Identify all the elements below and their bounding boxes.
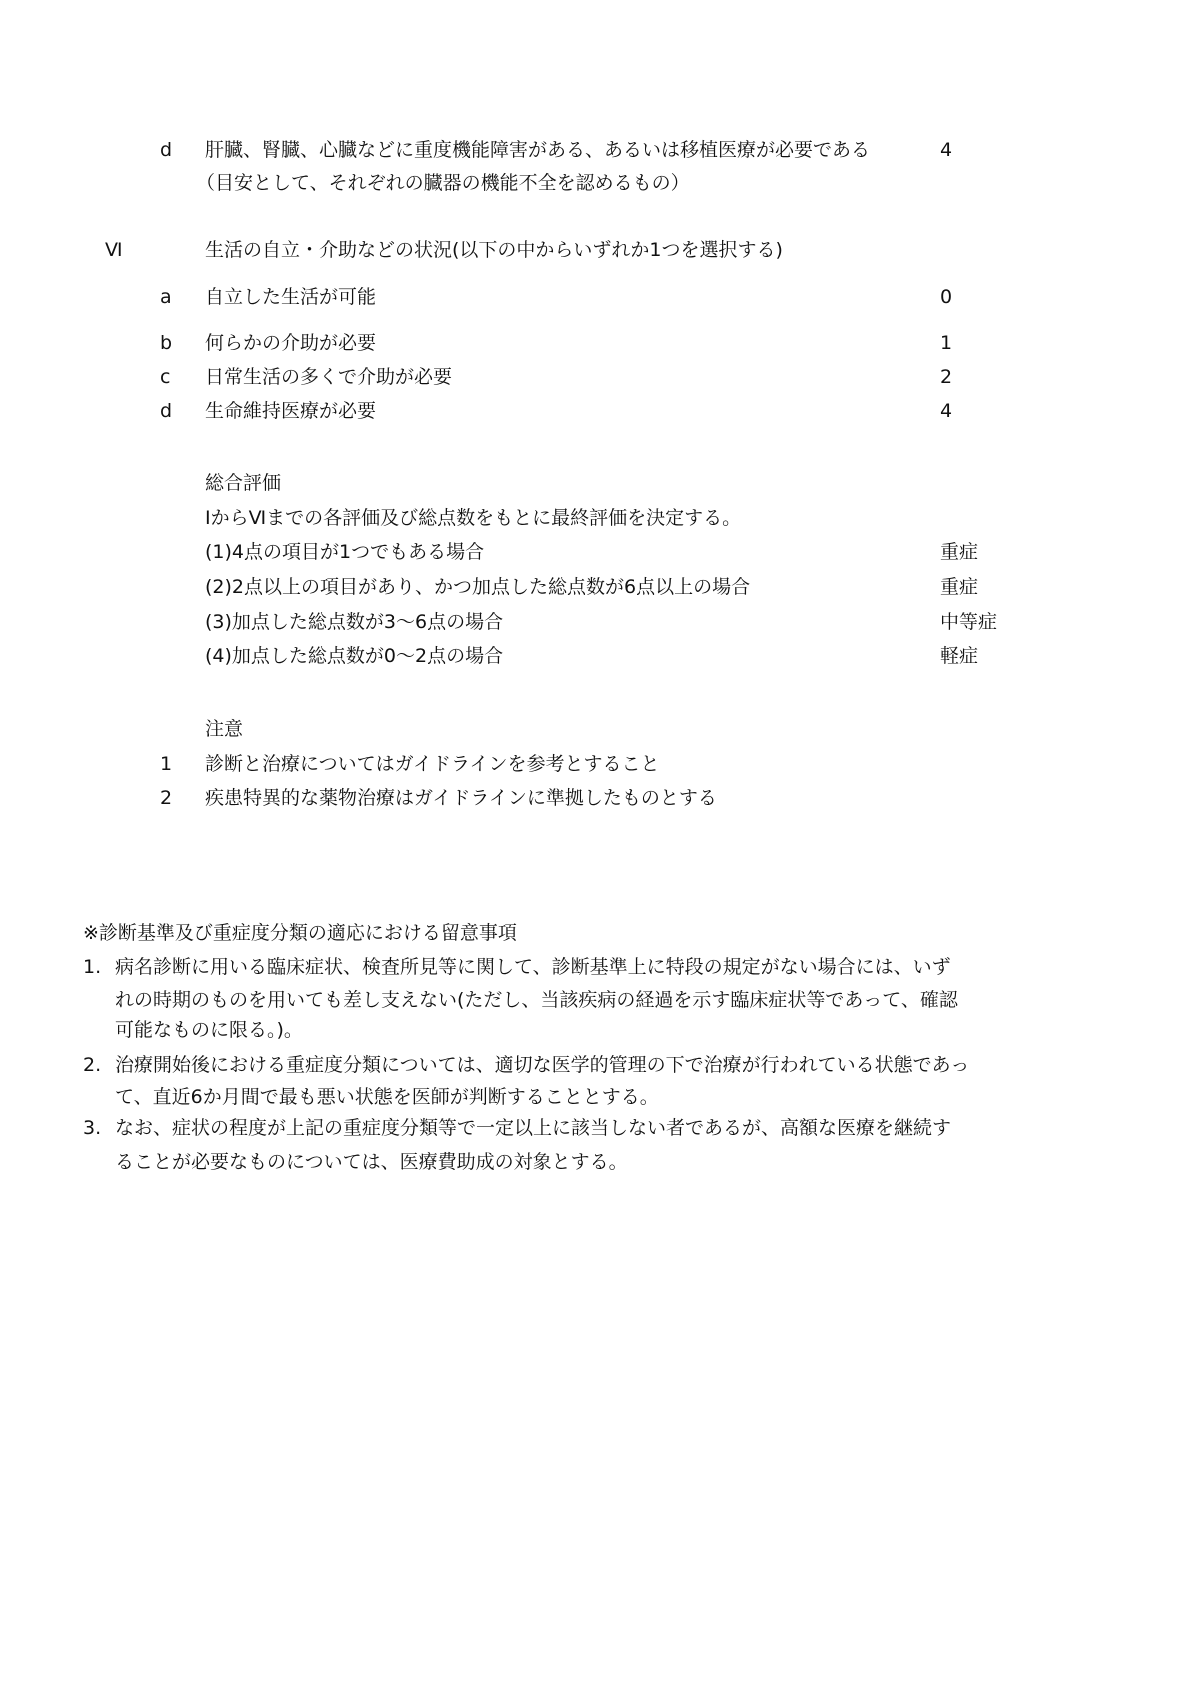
- section-title: 生活の自立・介助などの状況(以下の中からいずれか1つを選択する): [205, 239, 783, 261]
- note-num: 1.: [83, 956, 102, 978]
- rule-result: 中等症: [940, 611, 998, 633]
- item-label: b: [160, 332, 173, 354]
- rule-result: 重症: [940, 576, 979, 598]
- rule-text: (3)加点した総点数が3～6点の場合: [205, 611, 504, 633]
- item-score: 4: [940, 139, 953, 161]
- item-label: c: [160, 366, 171, 388]
- item-label: d: [160, 400, 173, 422]
- rule-text: (2)2点以上の項目があり、かつ加点した総点数が6点以上の場合: [205, 576, 751, 598]
- notes-title: ※診断基準及び重症度分類の適応における留意事項: [83, 922, 517, 944]
- item-text: 自立した生活が可能: [205, 286, 377, 308]
- note-line: 治療開始後における重症度分類については、適切な医学的管理の下で治療が行われている状態であっ: [115, 1054, 970, 1076]
- caution-text: 疾患特異的な薬物治療はガイドラインに準拠したものとする: [205, 787, 717, 809]
- note-line: れの時期のものを用いても差し支えない(ただし、当該疾病の経過を示す臨床症状等であって、確認: [115, 989, 958, 1011]
- item-label: a: [160, 286, 172, 308]
- note-line: 可能なものに限る。)。: [115, 1019, 303, 1041]
- item-text: 生命維持医療が必要: [205, 400, 377, 422]
- item-score: 2: [940, 366, 953, 388]
- item-label: d: [160, 139, 173, 161]
- overall-intro: ⅠからⅥまでの各評価及び総点数をもとに最終評価を決定する。: [205, 507, 742, 529]
- item-score: 0: [940, 286, 953, 308]
- rule-result: 軽症: [940, 645, 979, 667]
- item-text: 何らかの介助が必要: [205, 332, 377, 354]
- item-score: 1: [940, 332, 953, 354]
- note-line: なお、症状の程度が上記の重症度分類等で一定以上に該当しない者であるが、高額な医療を継続す: [115, 1117, 952, 1139]
- section-numeral: Ⅵ: [105, 239, 123, 261]
- item-score: 4: [940, 400, 953, 422]
- item-note: （目安として、それぞれの臓器の機能不全を認めるもの）: [196, 172, 690, 194]
- note-line: ることが必要なものについては、医療費助成の対象とする。: [115, 1151, 628, 1173]
- item-text: 日常生活の多くで介助が必要: [205, 366, 453, 388]
- rule-text: (4)加点した総点数が0～2点の場合: [205, 645, 504, 667]
- rule-text: (1)4点の項目が1つでもある場合: [205, 541, 485, 563]
- caution-title: 注意: [205, 718, 244, 740]
- caution-num: 1: [160, 753, 173, 775]
- note-num: 2.: [83, 1054, 102, 1076]
- note-num: 3.: [83, 1117, 102, 1139]
- note-line: て、直近6か月間で最も悪い状態を医師が判断することとする。: [115, 1086, 659, 1108]
- note-line: 病名診断に用いる臨床症状、検査所見等に関して、診断基準上に特段の規定がない場合には、いず: [115, 956, 951, 978]
- caution-text: 診断と治療についてはガイドラインを参考とすること: [205, 753, 660, 775]
- item-text: 肝臓、腎臓、心臓などに重度機能障害がある、あるいは移植医療が必要である: [205, 139, 871, 161]
- overall-title: 総合評価: [205, 472, 282, 494]
- caution-num: 2: [160, 787, 173, 809]
- rule-result: 重症: [940, 541, 979, 563]
